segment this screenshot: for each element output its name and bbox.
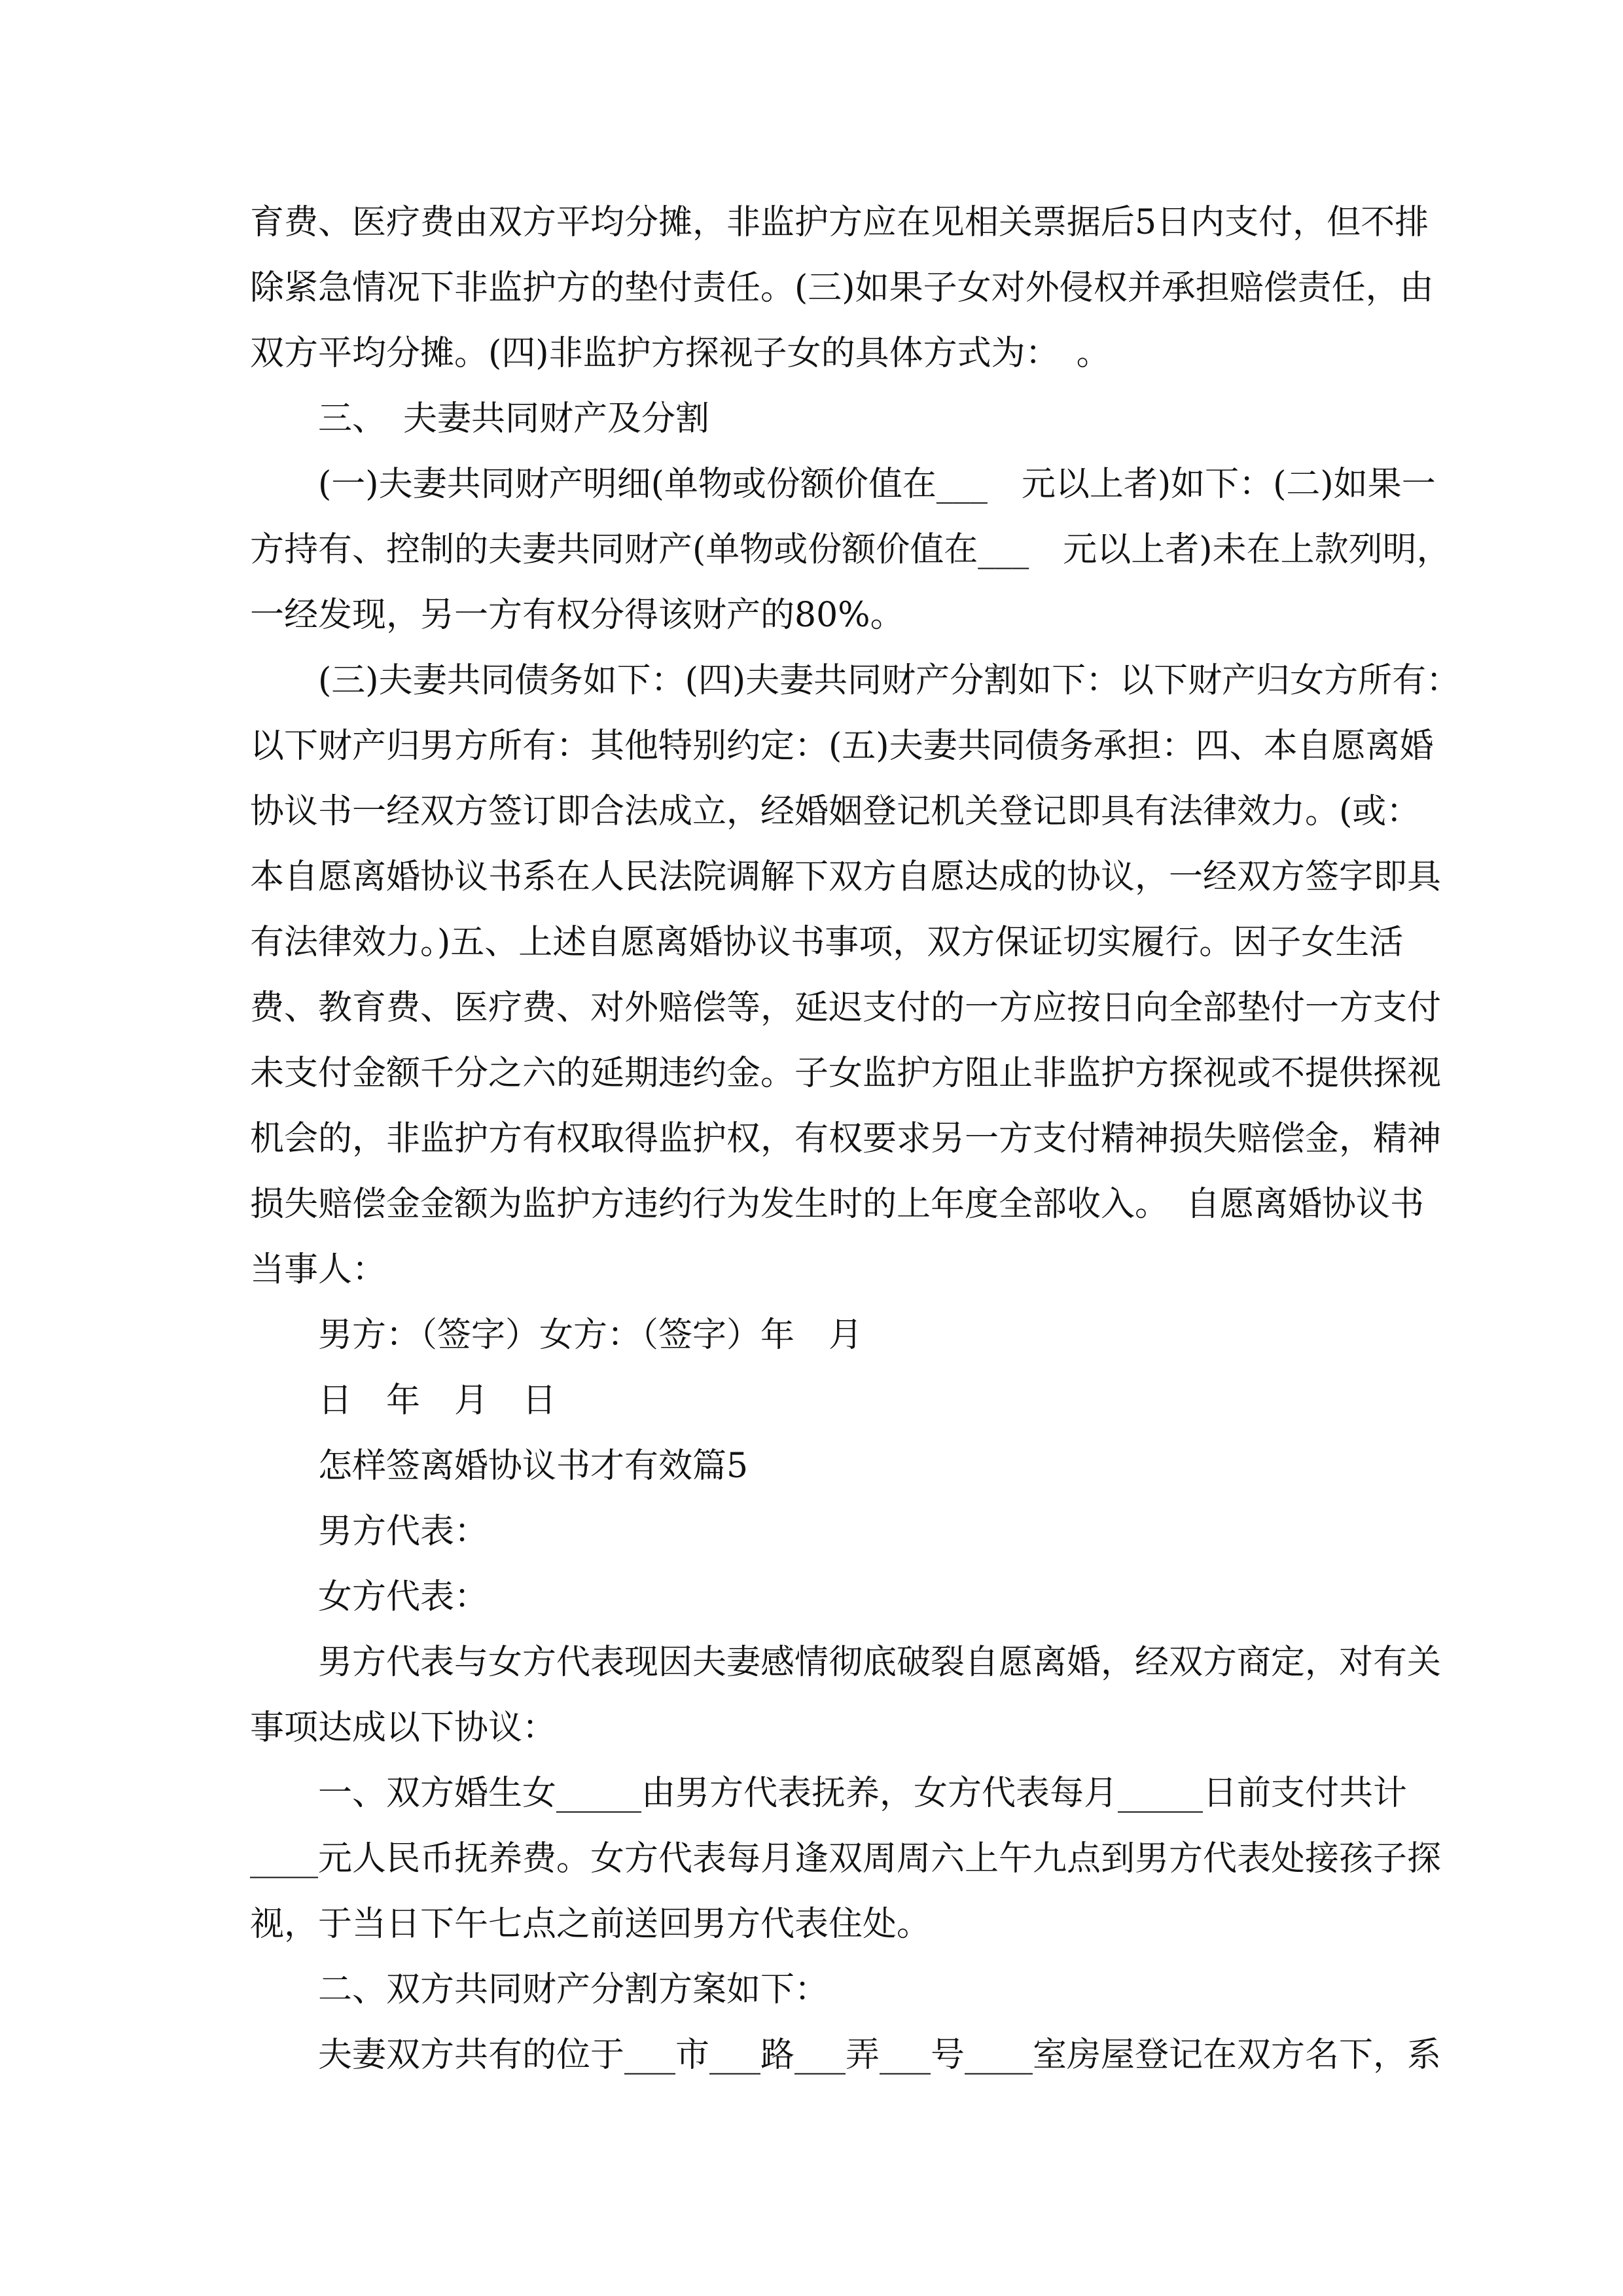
text-line: 以下财产归男方所有：其他特别约定：(五)夫妻共同债务承担：四、本自愿离婚 [250, 726, 1434, 766]
text-line: 费、教育费、医疗费、对外赔偿等，延迟支付的一方应按日向全部垫付一方支付 [250, 988, 1442, 1028]
text-line: 协议书一经双方签订即合法成立，经婚姻登记机关登记即具有法律效力。(或： [250, 792, 1421, 831]
text-line: 育费、医疗费由双方平均分摊，非监护方应在见相关票据后5日内支付，但不排 [250, 203, 1429, 242]
text-line: 视，于当日下午七点之前送回男方代表住处。 [250, 1905, 931, 1944]
text-line: 除紧急情况下非监护方的垫付责任。(三)如果子女对外侵权并承担赔偿责任，由 [250, 268, 1434, 308]
text-line: (一)夫妻共同财产明细(单物或份额价值在___ 元以上者)如下：(二)如果一 [318, 465, 1436, 504]
document-page [250, 190, 1461, 2088]
text-line: 有法律效力。)五、上述自愿离婚协议书事项，双方保证切实履行。因子女生活 [250, 923, 1404, 962]
text-line: 二、双方共同财产分割方案如下： [318, 1970, 829, 2009]
text-line: 方持有、控制的夫妻共同财产(单物或份额价值在___ 元以上者)未在上款列明， [250, 530, 1451, 569]
text-line: 夫妻双方共有的位于___市___路___弄___号____室房屋登记在双方名下，系 [318, 2036, 1442, 2075]
text-line: 日 年 月 日 [318, 1381, 557, 1420]
text-line: 双方平均分摊。(四)非监护方探视子女的具体方式为： 。 [250, 334, 1111, 373]
text-line: 男方代表与女方代表现因夫妻感情彻底破裂自愿离婚，经双方商定，对有关 [318, 1643, 1442, 1682]
text-line: 女方代表： [318, 1577, 489, 1617]
text-line: 一、双方婚生女_____由男方代表抚养，女方代表每月_____日前支付共计 [318, 1774, 1408, 1813]
text-line: 事项达成以下协议： [250, 1708, 557, 1748]
text-line: 一经发现，另一方有权分得该财产的80%。 [250, 596, 904, 635]
text-line: 损失赔偿金金额为监护方违约行为发生时的上年度全部收入。 自愿离婚协议书 [250, 1185, 1425, 1224]
text-line: ____元人民币抚养费。女方代表每月逢双周周六上午九点到男方代表处接孩子探 [250, 1839, 1442, 1878]
text-line: 男方代表： [318, 1512, 489, 1551]
text-line: 男方：（签字）女方：（签字）年 月 [318, 1316, 863, 1355]
text-line: 三、 夫妻共同财产及分割 [318, 399, 710, 439]
text-line: (三)夫妻共同债务如下：(四)夫妻共同财产分割如下：以下财产归女方所有： [318, 661, 1461, 700]
text-line: 机会的，非监护方有权取得监护权，有权要求另一方支付精神损失赔偿金，精神 [250, 1119, 1442, 1158]
text-line: 当事人： [250, 1250, 387, 1289]
text-line: 怎样签离婚协议书才有效篇5 [318, 1446, 749, 1486]
text-line: 本自愿离婚协议书系在人民法院调解下双方自愿达成的协议，一经双方签字即具 [250, 857, 1442, 897]
text-line: 未支付金额千分之六的延期违约金。子女监护方阻止非监护方探视或不提供探视 [250, 1054, 1442, 1093]
